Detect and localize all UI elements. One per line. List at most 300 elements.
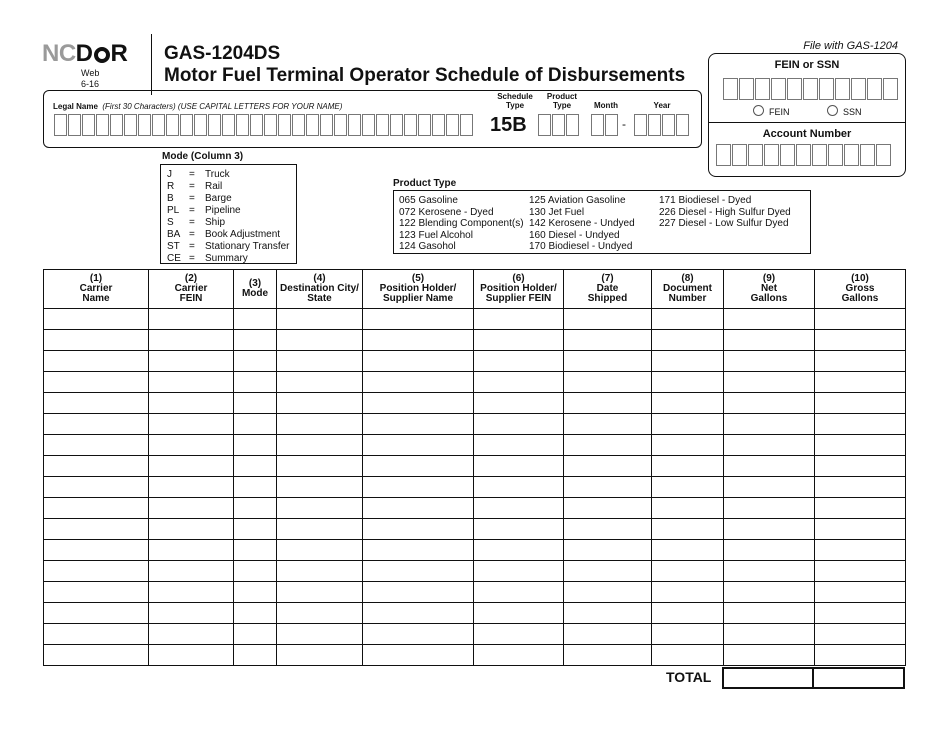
- ssn-radio[interactable]: SSN: [827, 105, 862, 117]
- mode-legend-item: BA = Book Adjustment: [167, 229, 281, 240]
- table-cell[interactable]: [363, 330, 474, 351]
- product-legend-item: 226 Diesel - High Sulfur Dyed: [659, 206, 791, 218]
- mode-legend-item: J = Truck: [167, 169, 230, 180]
- mode-legend-item: CE = Summary: [167, 253, 248, 264]
- char-box[interactable]: [166, 114, 179, 136]
- char-box[interactable]: [460, 114, 473, 136]
- char-box[interactable]: [418, 114, 431, 136]
- table-cell[interactable]: [815, 498, 906, 519]
- char-box[interactable]: [851, 78, 866, 100]
- char-box[interactable]: [828, 144, 843, 166]
- table-cell[interactable]: [724, 477, 815, 498]
- table-cell[interactable]: [724, 603, 815, 624]
- table-cell[interactable]: [234, 645, 277, 666]
- table-cell[interactable]: [277, 414, 363, 435]
- table-cell[interactable]: [149, 561, 234, 582]
- legal-name-panel: [43, 90, 702, 148]
- table-cell[interactable]: [815, 582, 906, 603]
- table-cell[interactable]: [474, 603, 564, 624]
- table-cell[interactable]: [564, 603, 652, 624]
- table-cell[interactable]: [44, 624, 149, 645]
- column-header: (10) Gross Gallons: [815, 270, 906, 309]
- table-cell[interactable]: [149, 582, 234, 603]
- table-cell[interactable]: [44, 393, 149, 414]
- char-box[interactable]: [264, 114, 277, 136]
- table-cell[interactable]: [474, 645, 564, 666]
- table-cell[interactable]: [363, 477, 474, 498]
- product-legend-item: 170 Biodiesel - Undyed: [529, 241, 633, 252]
- table-cell[interactable]: [564, 435, 652, 456]
- table-cell[interactable]: [564, 519, 652, 540]
- table-row: [44, 519, 906, 540]
- account-number-input[interactable]: [716, 144, 892, 166]
- char-box[interactable]: [334, 114, 347, 136]
- table-cell[interactable]: [564, 393, 652, 414]
- table-row: [44, 561, 906, 582]
- table-cell[interactable]: [815, 435, 906, 456]
- table-cell[interactable]: [474, 393, 564, 414]
- table-cell[interactable]: [564, 351, 652, 372]
- char-box[interactable]: [376, 114, 389, 136]
- char-box[interactable]: [222, 114, 235, 136]
- table-cell[interactable]: [652, 435, 724, 456]
- table-cell[interactable]: [815, 393, 906, 414]
- char-box[interactable]: [236, 114, 249, 136]
- table-cell[interactable]: [474, 435, 564, 456]
- table-cell[interactable]: [652, 393, 724, 414]
- table-cell[interactable]: [277, 561, 363, 582]
- table-cell[interactable]: [149, 309, 234, 330]
- total-net-gallons-input[interactable]: [722, 667, 814, 689]
- char-box[interactable]: [860, 144, 875, 166]
- table-cell[interactable]: [724, 498, 815, 519]
- table-cell[interactable]: [724, 645, 815, 666]
- table-cell[interactable]: [277, 393, 363, 414]
- table-cell[interactable]: [564, 372, 652, 393]
- table-cell[interactable]: [724, 582, 815, 603]
- table-cell[interactable]: [652, 624, 724, 645]
- char-box[interactable]: [362, 114, 375, 136]
- table-cell[interactable]: [234, 477, 277, 498]
- product-legend-item: 142 Kerosene - Undyed: [529, 218, 635, 229]
- char-box[interactable]: [803, 78, 818, 100]
- char-box[interactable]: [755, 78, 770, 100]
- table-cell[interactable]: [234, 498, 277, 519]
- form-number: GAS-1204DS: [164, 43, 281, 64]
- table-cell[interactable]: [234, 330, 277, 351]
- table-cell[interactable]: [149, 456, 234, 477]
- table-cell[interactable]: [277, 477, 363, 498]
- char-box[interactable]: [54, 114, 67, 136]
- product-legend-item: 122 Blending Component(s): [399, 218, 524, 229]
- char-box[interactable]: [716, 144, 731, 166]
- column-header: (1) Carrier Name: [44, 270, 149, 309]
- product-legend-item: 125 Aviation Gasoline: [529, 195, 626, 206]
- char-box[interactable]: [796, 144, 811, 166]
- edition-label: Web 6-16: [81, 68, 100, 89]
- header-divider: [151, 34, 152, 95]
- table-cell[interactable]: [815, 309, 906, 330]
- table-cell[interactable]: [815, 372, 906, 393]
- mode-legend-item: S = Ship: [167, 217, 226, 228]
- schedule-type-label: Schedule Type: [497, 92, 533, 110]
- column-header: (3) Mode: [234, 270, 277, 309]
- char-box[interactable]: [787, 78, 802, 100]
- table-row: [44, 456, 906, 477]
- table-cell[interactable]: [149, 351, 234, 372]
- table-row: [44, 435, 906, 456]
- table-row: [44, 351, 906, 372]
- table-row: [44, 414, 906, 435]
- table-cell[interactable]: [564, 624, 652, 645]
- table-cell[interactable]: [234, 603, 277, 624]
- table-cell[interactable]: [277, 456, 363, 477]
- product-type-input[interactable]: [538, 114, 580, 136]
- disbursement-table: [43, 269, 906, 666]
- table-cell[interactable]: [363, 540, 474, 561]
- product-legend-item: 130 Jet Fuel: [529, 206, 585, 218]
- char-box[interactable]: [771, 78, 786, 100]
- table-cell[interactable]: [234, 309, 277, 330]
- table-cell[interactable]: [815, 330, 906, 351]
- table-cell[interactable]: [277, 372, 363, 393]
- char-box[interactable]: [208, 114, 221, 136]
- table-cell[interactable]: [363, 372, 474, 393]
- mode-legend-item: B = Barge: [167, 193, 232, 204]
- table-cell[interactable]: [44, 561, 149, 582]
- char-box[interactable]: [739, 78, 754, 100]
- char-box[interactable]: [835, 78, 850, 100]
- table-cell[interactable]: [652, 519, 724, 540]
- table-cell[interactable]: [564, 561, 652, 582]
- table-cell[interactable]: [149, 540, 234, 561]
- table-cell[interactable]: [724, 624, 815, 645]
- table-cell[interactable]: [44, 519, 149, 540]
- table-cell[interactable]: [149, 624, 234, 645]
- table-cell[interactable]: [815, 477, 906, 498]
- table-cell[interactable]: [652, 477, 724, 498]
- table-cell[interactable]: [474, 624, 564, 645]
- table-row: [44, 540, 906, 561]
- table-cell[interactable]: [363, 519, 474, 540]
- table-cell[interactable]: [149, 414, 234, 435]
- fein-divider: [709, 122, 905, 123]
- char-box[interactable]: [68, 114, 81, 136]
- column-header: (8) Document Number: [652, 270, 724, 309]
- table-cell[interactable]: [564, 477, 652, 498]
- table-cell[interactable]: [474, 519, 564, 540]
- product-legend-title: Product Type: [393, 178, 457, 189]
- table-cell[interactable]: [234, 540, 277, 561]
- mode-legend-item: PL = Pipeline: [167, 205, 241, 216]
- product-legend-item: 072 Kerosene - Dyed: [399, 206, 494, 218]
- table-cell[interactable]: [149, 498, 234, 519]
- table-cell[interactable]: [724, 372, 815, 393]
- table-cell[interactable]: [363, 351, 474, 372]
- table-row: [44, 372, 906, 393]
- logo-ring-icon: [94, 47, 110, 63]
- table-cell[interactable]: [149, 645, 234, 666]
- table-cell[interactable]: [44, 603, 149, 624]
- table-cell[interactable]: [724, 435, 815, 456]
- table-cell[interactable]: [277, 351, 363, 372]
- table-cell[interactable]: [277, 330, 363, 351]
- table-cell[interactable]: [44, 645, 149, 666]
- char-box[interactable]: [764, 144, 779, 166]
- table-cell[interactable]: [652, 456, 724, 477]
- table-cell[interactable]: [149, 393, 234, 414]
- table-cell[interactable]: [44, 582, 149, 603]
- table-cell[interactable]: [474, 309, 564, 330]
- char-box[interactable]: [82, 114, 95, 136]
- char-box[interactable]: [138, 114, 151, 136]
- table-cell[interactable]: [234, 456, 277, 477]
- table-cell[interactable]: [652, 330, 724, 351]
- char-box[interactable]: [732, 144, 747, 166]
- table-cell[interactable]: [564, 414, 652, 435]
- table-cell[interactable]: [474, 498, 564, 519]
- table-cell[interactable]: [652, 372, 724, 393]
- table-cell[interactable]: [474, 456, 564, 477]
- radio-icon: [753, 105, 764, 116]
- char-box[interactable]: [180, 114, 193, 136]
- char-box[interactable]: [306, 114, 319, 136]
- char-box[interactable]: [748, 144, 763, 166]
- table-cell[interactable]: [363, 309, 474, 330]
- table-cell[interactable]: [815, 540, 906, 561]
- column-header: (7) Date Shipped: [564, 270, 652, 309]
- table-cell[interactable]: [564, 309, 652, 330]
- total-label: TOTAL: [666, 669, 712, 685]
- table-cell[interactable]: [724, 351, 815, 372]
- table-cell[interactable]: [149, 372, 234, 393]
- year-input[interactable]: [634, 114, 690, 136]
- table-cell[interactable]: [652, 603, 724, 624]
- table-cell[interactable]: [564, 456, 652, 477]
- table-cell[interactable]: [474, 351, 564, 372]
- table-row: [44, 498, 906, 519]
- table-cell[interactable]: [652, 540, 724, 561]
- char-box[interactable]: [432, 114, 445, 136]
- table-cell[interactable]: [724, 330, 815, 351]
- char-box[interactable]: [348, 114, 361, 136]
- table-cell[interactable]: [234, 351, 277, 372]
- table-cell[interactable]: [652, 351, 724, 372]
- char-box[interactable]: [446, 114, 459, 136]
- table-cell[interactable]: [815, 519, 906, 540]
- char-box[interactable]: [723, 78, 738, 100]
- fein-input[interactable]: [723, 78, 899, 100]
- schedule-type-value: 15B: [490, 114, 527, 136]
- table-cell[interactable]: [363, 603, 474, 624]
- table-cell[interactable]: [474, 561, 564, 582]
- fein-account-panel: [708, 53, 906, 177]
- char-box[interactable]: [883, 78, 898, 100]
- file-with-note: File with GAS-1204: [803, 40, 898, 52]
- char-box[interactable]: [96, 114, 109, 136]
- table-cell[interactable]: [564, 582, 652, 603]
- table-cell[interactable]: [234, 414, 277, 435]
- table-cell[interactable]: [363, 435, 474, 456]
- table-cell[interactable]: [363, 561, 474, 582]
- char-box[interactable]: [844, 144, 859, 166]
- table-row: [44, 624, 906, 645]
- column-header: (6) Position Holder/ Supplier FEIN: [474, 270, 564, 309]
- char-box[interactable]: [812, 144, 827, 166]
- table-cell[interactable]: [234, 393, 277, 414]
- table-cell[interactable]: [234, 435, 277, 456]
- char-box[interactable]: [152, 114, 165, 136]
- table-cell[interactable]: [44, 309, 149, 330]
- table-cell[interactable]: [474, 582, 564, 603]
- product-legend-item: 160 Diesel - Undyed: [529, 229, 620, 241]
- table-cell[interactable]: [815, 456, 906, 477]
- column-header: (5) Position Holder/ Supplier Name: [363, 270, 474, 309]
- legal-name-input[interactable]: [54, 114, 474, 136]
- table-row: [44, 330, 906, 351]
- account-number-title: Account Number: [762, 128, 852, 140]
- table-cell[interactable]: [724, 309, 815, 330]
- table-cell[interactable]: [815, 603, 906, 624]
- table-cell[interactable]: [44, 540, 149, 561]
- table-cell[interactable]: [149, 435, 234, 456]
- table-cell[interactable]: [277, 645, 363, 666]
- table-row: [44, 309, 906, 330]
- ncdor-logo: NCD R: [42, 40, 128, 67]
- table-cell[interactable]: [815, 645, 906, 666]
- char-box[interactable]: [404, 114, 417, 136]
- table-cell[interactable]: [363, 645, 474, 666]
- table-cell[interactable]: [815, 624, 906, 645]
- mode-legend: [160, 164, 297, 264]
- table-cell[interactable]: [363, 414, 474, 435]
- month-label: Month: [594, 101, 618, 110]
- char-box[interactable]: [110, 114, 123, 136]
- char-box[interactable]: [390, 114, 403, 136]
- table-cell[interactable]: [724, 561, 815, 582]
- char-box[interactable]: [867, 78, 882, 100]
- char-box[interactable]: [292, 114, 305, 136]
- table-cell[interactable]: [474, 477, 564, 498]
- form-title: Motor Fuel Terminal Operator Schedule of Disbursements: [164, 65, 686, 86]
- table-cell[interactable]: [44, 477, 149, 498]
- table-cell[interactable]: [44, 330, 149, 351]
- char-box[interactable]: [250, 114, 263, 136]
- table-cell[interactable]: [652, 645, 724, 666]
- mode-legend-item: ST = Stationary Transfer: [167, 241, 290, 252]
- year-label: Year: [653, 101, 671, 110]
- char-box[interactable]: [819, 78, 834, 100]
- table-cell[interactable]: [363, 498, 474, 519]
- table-cell[interactable]: [474, 330, 564, 351]
- char-box[interactable]: [124, 114, 137, 136]
- table-cell[interactable]: [44, 351, 149, 372]
- product-legend-item: 227 Diesel - Low Sulfur Dyed: [659, 218, 789, 229]
- char-box[interactable]: [780, 144, 795, 166]
- table-cell[interactable]: [44, 498, 149, 519]
- table-cell[interactable]: [474, 540, 564, 561]
- table-cell[interactable]: [724, 393, 815, 414]
- table-cell[interactable]: [44, 372, 149, 393]
- table-cell[interactable]: [44, 414, 149, 435]
- table-cell[interactable]: [234, 372, 277, 393]
- table-cell[interactable]: [564, 498, 652, 519]
- table-cell[interactable]: [363, 393, 474, 414]
- table-cell[interactable]: [474, 372, 564, 393]
- table-cell[interactable]: [652, 582, 724, 603]
- table-cell[interactable]: [234, 561, 277, 582]
- table-cell[interactable]: [149, 603, 234, 624]
- table-cell[interactable]: [234, 519, 277, 540]
- table-cell[interactable]: [277, 540, 363, 561]
- char-box[interactable]: [278, 114, 291, 136]
- mode-legend-title: Mode (Column 3): [162, 151, 244, 162]
- table-cell[interactable]: [815, 351, 906, 372]
- table-cell[interactable]: [652, 414, 724, 435]
- table-cell[interactable]: [277, 309, 363, 330]
- table-cell[interactable]: [652, 498, 724, 519]
- month-input[interactable]: [591, 114, 619, 136]
- column-header: (9) Net Gallons: [724, 270, 815, 309]
- table-cell[interactable]: [363, 456, 474, 477]
- table-cell[interactable]: [277, 582, 363, 603]
- legal-name-label: Legal Name (First 30 Characters) (USE CAPITAL LETTERS FOR YOUR NAME): [53, 102, 343, 111]
- product-type-label: Product Type: [546, 92, 578, 110]
- char-box[interactable]: [320, 114, 333, 136]
- table-cell[interactable]: [44, 435, 149, 456]
- table-cell[interactable]: [724, 414, 815, 435]
- table-cell[interactable]: [564, 645, 652, 666]
- table-cell[interactable]: [149, 330, 234, 351]
- char-box[interactable]: [876, 144, 891, 166]
- table-cell[interactable]: [149, 477, 234, 498]
- total-gross-gallons-input[interactable]: [812, 667, 905, 689]
- table-cell[interactable]: [724, 540, 815, 561]
- table-cell[interactable]: [474, 414, 564, 435]
- table-cell[interactable]: [724, 456, 815, 477]
- char-box[interactable]: [194, 114, 207, 136]
- fein-radio[interactable]: FEIN: [753, 105, 790, 117]
- table-cell[interactable]: [277, 435, 363, 456]
- product-legend-item: 065 Gasoline: [399, 195, 458, 206]
- table-cell[interactable]: [149, 519, 234, 540]
- table-cell[interactable]: [234, 624, 277, 645]
- table-cell[interactable]: [815, 561, 906, 582]
- product-legend-item: 124 Gasohol: [399, 241, 456, 252]
- table-row: [44, 582, 906, 603]
- table-cell[interactable]: [564, 540, 652, 561]
- column-header: (2) Carrier FEIN: [149, 270, 234, 309]
- table-cell[interactable]: [277, 519, 363, 540]
- table-cell[interactable]: [44, 456, 149, 477]
- table-cell[interactable]: [277, 624, 363, 645]
- table-cell[interactable]: [652, 561, 724, 582]
- table-cell[interactable]: [277, 603, 363, 624]
- column-header: (4) Destination City/ State: [277, 270, 363, 309]
- table-cell[interactable]: [815, 414, 906, 435]
- table-cell[interactable]: [564, 330, 652, 351]
- table-cell[interactable]: [234, 582, 277, 603]
- date-separator: -: [622, 117, 626, 131]
- table-row: [44, 477, 906, 498]
- table-cell[interactable]: [724, 519, 815, 540]
- table-cell[interactable]: [363, 582, 474, 603]
- radio-icon: [827, 105, 838, 116]
- table-cell[interactable]: [277, 498, 363, 519]
- product-legend: [393, 190, 811, 254]
- table-cell[interactable]: [363, 624, 474, 645]
- table-cell[interactable]: [652, 309, 724, 330]
